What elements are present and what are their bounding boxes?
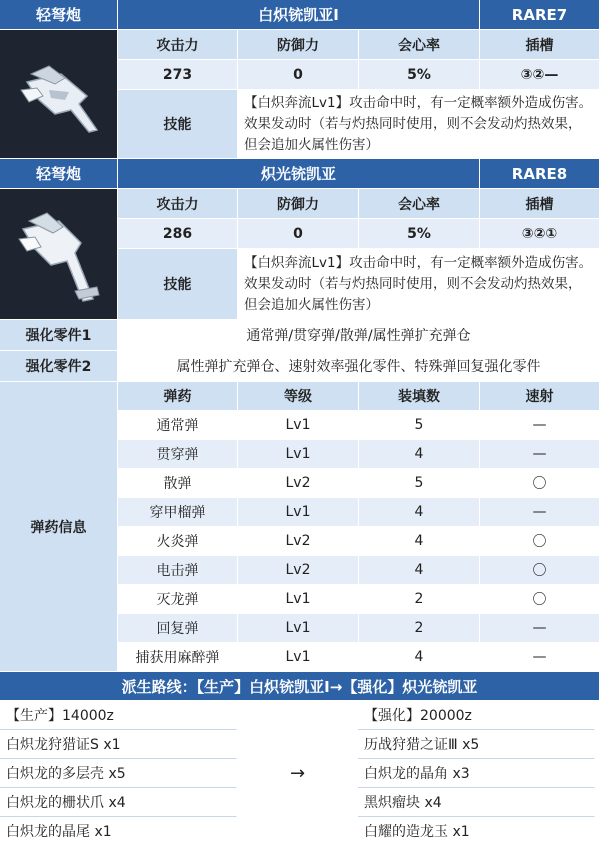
ammo-type: 穿甲榴弹 [118, 498, 238, 527]
material-item: 白耀的造龙玉 x1 [358, 817, 595, 845]
weapon2-skill-row [118, 249, 600, 320]
ammo-level: Lv1 [238, 498, 359, 527]
ammo-row [118, 643, 600, 672]
ammo-capacity: 4 [359, 498, 480, 527]
mod2-value: 属性弹扩充弹仓、速射效率强化零件、特殊弹回复强化零件 [118, 351, 600, 382]
ammo-capacity: 4 [359, 643, 480, 672]
weapon2-skill-text: 【白炽奔流Lv1】攻击命中时，有一定概率额外造成伤害。效果发动时（若与灼热同时使用，则不会发动灼热效果，但会追加火属性伤害） [238, 249, 600, 320]
weapon1-slots-value: ③②— [480, 60, 600, 90]
weapon1-defense-value: 0 [238, 60, 359, 90]
ammo-row [118, 498, 600, 527]
ammo-row [118, 556, 600, 585]
weapon1-affinity-value: 5% [359, 60, 480, 90]
weapon2-affinity-value: 5% [359, 219, 480, 249]
ammo-level: Lv1 [238, 411, 359, 440]
weapon1-header-row [0, 0, 600, 30]
ammo-capacity: 4 [359, 556, 480, 585]
material-item: 黑炽瘤块 x4 [358, 788, 595, 817]
material-item: 白炽龙狩猎证S x1 [0, 730, 237, 759]
weapon2-skill-label: 技能 [118, 249, 238, 320]
ammo-row [118, 411, 600, 440]
ammo-capacity: 2 [359, 614, 480, 643]
material-item: 白炽龙的多层壳 x5 [0, 759, 237, 788]
ammo-level: Lv1 [238, 643, 359, 672]
weapon1-attack-header: 攻击力 [118, 30, 238, 60]
ammo-row [118, 614, 600, 643]
weapon2-type: 轻弩炮 [0, 159, 118, 189]
material-item: 【强化】20000z [358, 701, 595, 730]
weapon1-skill-label: 技能 [118, 90, 238, 159]
white-bowgun-weapon-icon [9, 199, 109, 309]
weapon2-header-row [0, 159, 600, 189]
weapon2-defense-value: 0 [238, 219, 359, 249]
white-bowgun-weapon-icon [9, 44, 109, 144]
ammo-rapid: — [480, 440, 600, 469]
ammo-type: 散弹 [118, 469, 238, 498]
ammo-type: 贯穿弹 [118, 440, 238, 469]
ammo-level: Lv1 [238, 614, 359, 643]
derivation-arrow: → [289, 762, 306, 784]
weapon1-attack-value: 273 [118, 60, 238, 90]
ammo-row [118, 527, 600, 556]
ammo-rapid: 〇 [480, 469, 600, 498]
ammo-level: Lv2 [238, 556, 359, 585]
ammo-rapid: 〇 [480, 527, 600, 556]
weapon1-type: 轻弩炮 [0, 0, 118, 30]
ammo-rapid: — [480, 411, 600, 440]
derivation-title: 派生路线：【生产】白炽铳凯亚Ⅰ→【强化】炽光铳凯亚 [0, 672, 600, 701]
ammo-type: 灭龙弹 [118, 585, 238, 614]
ammo-level: Lv1 [238, 440, 359, 469]
weapon2-slots-value: ③②① [480, 219, 600, 249]
ammo-header-level: 等级 [238, 382, 359, 411]
ammo-header-type: 弹药 [118, 382, 238, 411]
material-item: 白炽龙的晶尾 x1 [0, 817, 237, 845]
mod1-value: 通常弹/贯穿弹/散弹/属性弹扩充弹仓 [118, 320, 600, 351]
weapon2-affinity-header: 会心率 [359, 189, 480, 219]
ammo-level: Lv2 [238, 527, 359, 556]
weapon1-rarity: RARE7 [480, 0, 600, 30]
ammo-capacity: 5 [359, 411, 480, 440]
derivation-title-row [0, 672, 600, 701]
material-item: 【生产】14000z [0, 701, 237, 730]
ammo-row [118, 440, 600, 469]
ammo-type: 捕获用麻醉弹 [118, 643, 238, 672]
ammo-level: Lv1 [238, 585, 359, 614]
weapon1-image [0, 30, 118, 159]
ammo-rapid: — [480, 614, 600, 643]
material-item: 白炽龙的晶角 x3 [358, 759, 595, 788]
weapon1-skill-row [118, 90, 600, 159]
weapon2-attack-header: 攻击力 [118, 189, 238, 219]
ammo-rapid: 〇 [480, 585, 600, 614]
ammo-header-capacity: 装填数 [359, 382, 480, 411]
ammo-rapid: — [480, 498, 600, 527]
weapon1-defense-header: 防御力 [238, 30, 359, 60]
material-item: 白炽龙的栅状爪 x4 [0, 788, 237, 817]
ammo-header-row [118, 382, 600, 411]
ammo-row [118, 585, 600, 614]
weapon1-name: 白炽铳凯亚Ⅰ [118, 0, 480, 30]
weapon2-image [0, 189, 118, 320]
mod2-label: 强化零件2 [0, 351, 118, 382]
mod-row-1 [0, 320, 600, 351]
ammo-capacity: 4 [359, 440, 480, 469]
weapon1-slots-header: 插槽 [480, 30, 600, 60]
ammo-type: 通常弹 [118, 411, 238, 440]
ammo-rapid: — [480, 643, 600, 672]
weapon1-affinity-header: 会心率 [359, 30, 480, 60]
weapon2-stat-values [118, 219, 600, 249]
ammo-section-label: 弹药信息 [0, 382, 118, 672]
weapon2-attack-value: 286 [118, 219, 238, 249]
ammo-rapid: 〇 [480, 556, 600, 585]
ammo-capacity: 2 [359, 585, 480, 614]
ammo-header-rapid: 速射 [480, 382, 600, 411]
ammo-level: Lv2 [238, 469, 359, 498]
ammo-capacity: 5 [359, 469, 480, 498]
weapon2-rarity: RARE8 [480, 159, 600, 189]
mod1-label: 强化零件1 [0, 320, 118, 351]
ammo-type: 回复弹 [118, 614, 238, 643]
weapon2-defense-header: 防御力 [238, 189, 359, 219]
material-item: 历战狩猎之证Ⅲ x5 [358, 730, 595, 759]
ammo-capacity: 4 [359, 527, 480, 556]
weapon2-slots-header: 插槽 [480, 189, 600, 219]
weapon1-stat-values [118, 60, 600, 90]
weapon2-stat-headers [118, 189, 600, 219]
mod-row-2 [0, 351, 600, 382]
ammo-row [118, 469, 600, 498]
weapon2-name: 炽光铳凯亚 [118, 159, 480, 189]
weapon1-stat-headers [118, 30, 600, 60]
weapon1-skill-text: 【白炽奔流Lv1】攻击命中时，有一定概率额外造成伤害。效果发动时（若与灼热同时使用，则不会发动灼热效果，但会追加火属性伤害） [238, 90, 600, 159]
ammo-type: 火炎弹 [118, 527, 238, 556]
ammo-type: 电击弹 [118, 556, 238, 585]
